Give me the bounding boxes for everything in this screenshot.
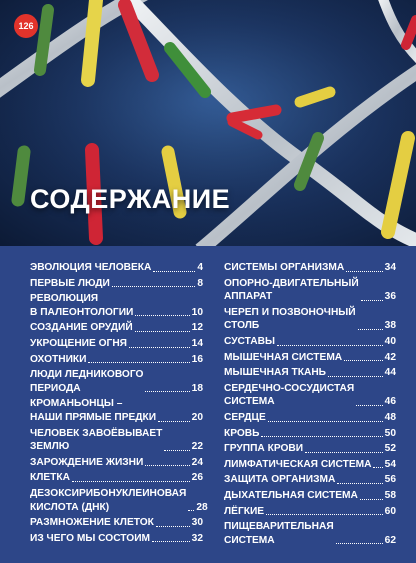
dot-leader: [305, 452, 383, 453]
toc-entry-title: СУСТАВЫ: [224, 335, 275, 347]
toc-entry[interactable]: [224, 441, 396, 457]
toc-entry-page: 20: [191, 411, 203, 423]
toc-entry-page: 28: [196, 501, 208, 513]
toc-entry-title: ЗАРОЖДЕНИЕ ЖИЗНИ: [30, 456, 144, 468]
dot-leader: [360, 499, 383, 500]
dot-leader: [336, 543, 383, 544]
toc-entry-page: 52: [384, 443, 396, 455]
dna-illustration: [0, 0, 416, 246]
dot-leader: [361, 300, 383, 301]
toc-entry-page: 54: [384, 458, 396, 470]
toc-entry-page: 22: [191, 441, 203, 453]
toc-entry[interactable]: [30, 426, 203, 455]
toc-entry[interactable]: [224, 334, 396, 350]
toc-entry[interactable]: [30, 486, 208, 515]
dot-leader: [129, 347, 190, 348]
toc-entry-title: ЛЁГКИЕ: [224, 505, 265, 517]
toc-entry-page: 50: [384, 427, 396, 439]
toc-entry-title: ПЕРВЫЕ ЛЮДИ: [30, 277, 110, 289]
toc-entry[interactable]: [224, 519, 396, 548]
toc-entry-title: ДЫХАТЕЛЬНАЯ СИСТЕМА: [224, 489, 358, 501]
toc-entry[interactable]: [224, 410, 396, 426]
dot-leader: [145, 465, 189, 466]
toc-entry-page: 14: [191, 337, 203, 349]
dot-leader: [261, 436, 382, 437]
toc-entry[interactable]: [30, 352, 203, 368]
dot-leader: [135, 315, 189, 316]
toc-entry-page: 56: [384, 474, 396, 486]
toc-entry-title: ОХОТНИКИ: [30, 353, 87, 365]
toc-entry-title: ЭВОЛЮЦИЯ ЧЕЛОВЕКА: [30, 262, 152, 273]
toc-entry-page: 42: [384, 351, 396, 363]
dot-leader: [358, 329, 383, 330]
toc-entry-page: 60: [384, 505, 396, 517]
toc-entry[interactable]: [224, 504, 396, 520]
toc-entry[interactable]: [224, 276, 396, 305]
toc-entry[interactable]: [224, 381, 396, 410]
toc-entry-title: РЕВОЛЮЦИЯ В ПАЛЕОНТОЛОГИИ: [30, 293, 134, 318]
dot-leader: [135, 331, 190, 332]
toc-entry-page: 16: [191, 353, 203, 365]
toc-entry-page: 30: [191, 517, 203, 529]
toc-entry[interactable]: [224, 305, 396, 334]
toc-entry[interactable]: [224, 350, 396, 366]
toc-entry-page: 32: [191, 532, 203, 544]
toc-entry-title: СИСТЕМЫ ОРГАНИЗМА: [224, 262, 345, 273]
dot-leader: [277, 345, 383, 346]
dot-leader: [188, 510, 194, 511]
dot-leader: [88, 362, 189, 363]
table-of-contents: [0, 246, 416, 563]
dot-leader: [373, 467, 382, 468]
dot-leader: [268, 421, 383, 422]
dot-leader: [346, 271, 382, 272]
toc-entry-page: 38: [384, 320, 396, 332]
toc-entry[interactable]: [224, 426, 396, 442]
toc-column-left: [30, 260, 208, 546]
dot-leader: [156, 526, 190, 527]
dot-leader: [337, 483, 382, 484]
toc-entry[interactable]: [224, 488, 396, 504]
toc-entry[interactable]: [30, 470, 203, 486]
toc-entry-title: КРОМАНЬОНЦЫ – НАШИ ПРЯМЫЕ ПРЕДКИ: [30, 398, 157, 423]
toc-entry-title: СЕРДЦЕ: [224, 411, 266, 423]
dot-leader: [158, 421, 190, 422]
toc-entry-page: 44: [384, 367, 396, 379]
page-title: СОДЕРЖАНИЕ: [30, 184, 231, 214]
toc-entry-title: ИЗ ЧЕГО МЫ СОСТОИМ: [30, 532, 151, 544]
toc-entry-title: ЗАЩИТА ОРГАНИЗМА: [224, 474, 336, 486]
toc-entry-title: ЧЕРЕП И ПОЗВОНОЧНЫЙ СТОЛБ: [224, 306, 356, 332]
dot-leader: [112, 286, 195, 287]
toc-entry[interactable]: [30, 396, 203, 425]
toc-entry-title: КРОВЬ: [224, 427, 260, 439]
toc-entry-title: КЛЕТКА: [30, 472, 70, 484]
toc-entry-title: ЛИМФАТИЧЕСКАЯ СИСТЕМА: [224, 458, 372, 470]
toc-entry-page: 48: [384, 411, 396, 423]
toc-entry-page: 62: [384, 534, 396, 546]
dot-leader: [266, 514, 383, 515]
dot-leader: [164, 450, 189, 451]
toc-entry-title: МЫШЕЧНАЯ СИСТЕМА: [224, 351, 343, 363]
dot-leader: [344, 360, 382, 361]
toc-entry[interactable]: [224, 472, 396, 488]
toc-entry-title: МЫШЕЧНАЯ ТКАНЬ: [224, 367, 326, 379]
toc-entry-page: 8: [197, 277, 203, 289]
toc-entry-page: 18: [191, 382, 203, 394]
toc-entry-page: 26: [191, 472, 203, 484]
toc-entry[interactable]: [30, 455, 203, 471]
toc-entry-title: РАЗМНОЖЕНИЕ КЛЕТОК: [30, 517, 154, 529]
toc-entry-title: СЕРДЕЧНО-СОСУДИСТАЯ СИСТЕМА: [224, 382, 355, 408]
toc-entry-title: ПИЩЕВАРИТЕЛЬНАЯ СИСТЕМА: [224, 521, 334, 546]
toc-entry[interactable]: [224, 260, 396, 276]
toc-entry-page: 58: [384, 489, 396, 501]
toc-entry-page: 4: [197, 262, 203, 273]
page-number-badge: 126: [14, 14, 38, 38]
toc-entry-page: 10: [191, 306, 203, 318]
toc-entry[interactable]: [30, 531, 203, 547]
toc-entry[interactable]: [30, 367, 203, 396]
dot-leader: [328, 376, 383, 377]
dot-leader: [72, 481, 190, 482]
toc-entry[interactable]: [30, 515, 203, 531]
toc-entry[interactable]: [30, 320, 203, 336]
toc-entry-page: 46: [384, 396, 396, 408]
toc-entry-title: ГРУППА КРОВИ: [224, 443, 304, 455]
toc-entry-page: 12: [191, 322, 203, 334]
toc-entry[interactable]: [30, 260, 203, 276]
toc-entry[interactable]: [224, 365, 396, 381]
toc-entry-title: УКРОЩЕНИЕ ОГНЯ: [30, 337, 127, 349]
toc-entry-page: 34: [384, 262, 396, 273]
toc-entry-title: СОЗДАНИЕ ОРУДИЙ: [30, 322, 133, 334]
toc-column-right: [224, 260, 396, 548]
toc-entry-title: ЧЕЛОВЕК ЗАВОЁВЫВАЕТ ЗЕМЛЮ: [30, 427, 163, 453]
dot-leader: [145, 391, 189, 392]
toc-entry-title: ОПОРНО-ДВИГАТЕЛЬНЫЙ АППАРАТ: [224, 277, 359, 303]
toc-entry[interactable]: [224, 457, 396, 473]
toc-entry-page: 40: [384, 335, 396, 347]
toc-entry-page: 36: [384, 291, 396, 303]
dot-leader: [153, 271, 195, 272]
toc-entry[interactable]: [30, 336, 203, 352]
toc-entry-page: 24: [191, 456, 203, 468]
toc-entry[interactable]: [30, 276, 203, 292]
toc-entry[interactable]: [30, 291, 203, 320]
toc-entry-title: ДЕЗОКСИРИБОНУКЛЕИНОВАЯ КИСЛОТА (ДНК): [30, 487, 187, 513]
dot-leader: [152, 541, 190, 542]
toc-entry-title: ЛЮДИ ЛЕДНИКОВОГО ПЕРИОДА: [30, 369, 144, 394]
dot-leader: [356, 405, 382, 406]
